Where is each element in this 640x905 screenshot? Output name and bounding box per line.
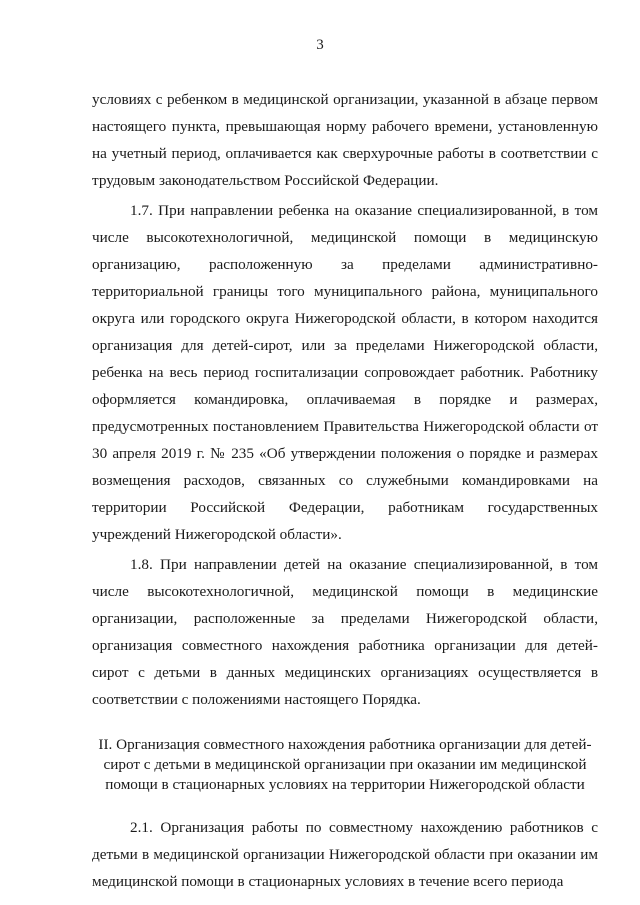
page-number: 3 <box>316 37 324 53</box>
document-body <box>92 86 598 895</box>
paragraph-1-7: 1.7. При направлении ребенка на оказание специализированной, в том числе высокотехнологичной, медицинской помощи в медицинскую организацию, расположенную за пределами административно-территориальной границы того муниципального района, муниципального округа или городского округа Нижегородской области, в котором находится организация для детей-сирот, или за пределами Нижегородской области, ребенка на весь период госпитализации сопровождает работник. Работнику оформляется командировка, оплачиваемая в порядке и размерах, предусмотренных постановлением Правительства Нижегородской области от 30 апреля 2019 г. № 235 «Об утверждении положения о порядке и размерах возмещения расходов, связанных со служебными командировками на территории Российской Федерации, работникам государственных учреждений Нижегородской области». <box>92 202 598 543</box>
paragraph-continuation: условиях с ребенком в медицинской организации, указанной в абзаце первом настоящего пункта, превышающая норму рабочего времени, установленную на учетный период, оплачивается как сверхурочные работы в соответствии с трудовым законодательством Российской Федерации. <box>92 91 598 189</box>
paragraph-2-1: 2.1. Организация работы по совместному нахождению работников с детьми в медицинской организации Нижегородской области при оказании им медицинской помощи в стационарных условиях в течение всего периода <box>92 819 598 890</box>
paragraph-1-8: 1.8. При направлении детей на оказание специализированной, в том числе высокотехнологичной, медицинской помощи в медицинские организации, расположенные за пределами Нижегородской области, организация совместного нахождения работника организации для детей-сирот с детьми в данных медицинских организациях осуществляется в соответствии с положениями настоящего Порядка. <box>92 556 598 708</box>
section-heading: II. Организация совместного нахождения работника организации для детей-сирот с детьми в медицинской организации при оказании им медицинской помощи в стационарных условиях на территории Нижегородской области <box>98 736 592 793</box>
